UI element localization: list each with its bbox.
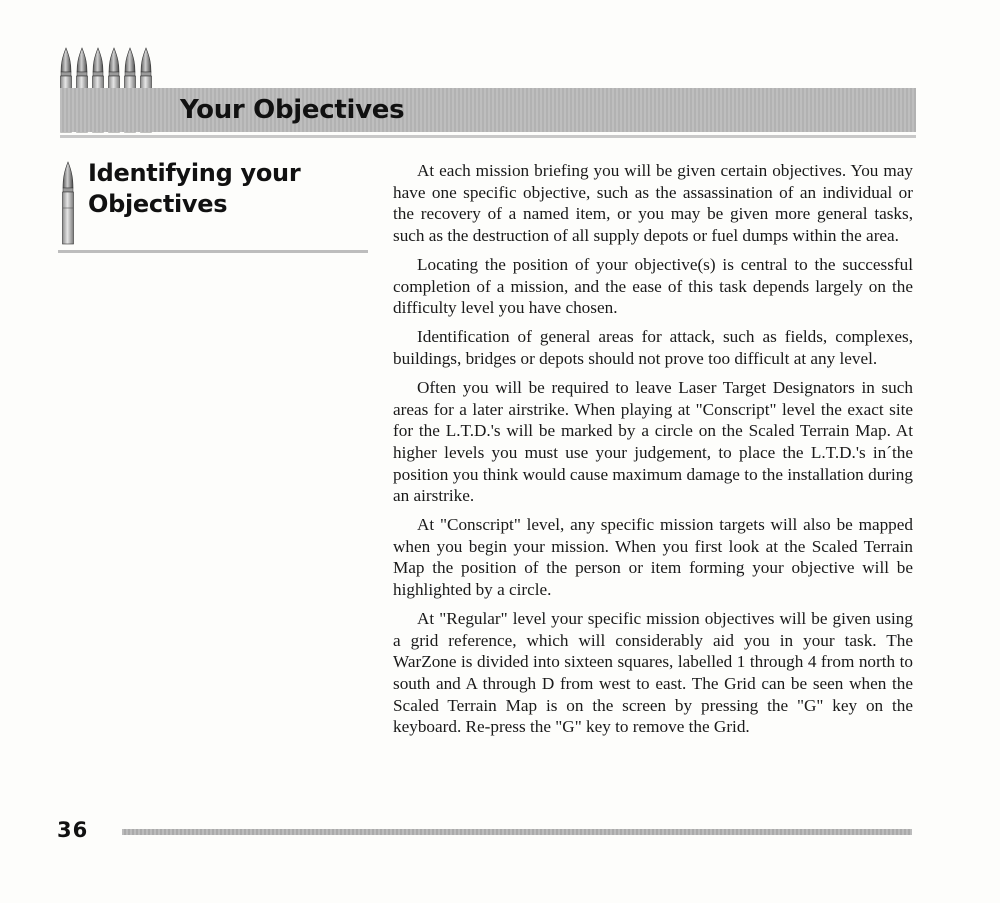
paragraph: At "Regular" level your specific mission objectives will be given using a grid reference, which will considerably aid you in your task. The WarZone is divided into sixteen squares, labelled 1 through 4 from north to south and A through D from west to east. The Grid can be seen when the Scaled Terrain Map is on the screen by pressing the "G" key on the keyboard. Re-press the "G" key to remove the Grid. [393, 609, 913, 737]
section-title-line-1: Identifying your [88, 159, 301, 187]
page-title: Your Objectives [180, 95, 405, 125]
body-text [393, 160, 913, 745]
section-divider [58, 250, 368, 253]
paragraph: Identification of general areas for attack, such as fields, complexes, buildings, bridges or depots should not prove too difficult at any level. [393, 327, 913, 368]
section-title-line-2: Objectives [88, 190, 228, 218]
paragraph: Locating the position of your objective(s) is central to the successful completion of a mission, and the ease of this task depends largely on the difficulty level you have chosen. [393, 254, 913, 318]
bullet-icon [58, 160, 78, 246]
page-number: 36 [57, 818, 89, 842]
paragraph: At "Conscript" level, any specific mission targets will also be mapped when you begin your mission. When you first look at the Scaled Terrain Map the position of the person or item forming your objective will be highlighted by a circle. [393, 515, 913, 600]
paragraph: At each mission briefing you will be given certain objectives. You may have one specific objective, such as the assassination of an individual or the recovery of a named item, or you may be given more general tasks, such as the destruction of all supply depots or fuel dumps within the area. [393, 161, 913, 245]
footer-divider [122, 829, 912, 835]
header-divider [60, 135, 916, 138]
paragraph: Often you will be required to leave Laser Target Designators in such areas for a later airstrike. When playing at "Conscript" level the exact site for the L.T.D.'s will be marked by a circle on the Scaled Terrain Map. At higher levels you must use your judgement, to place the L.T.D.'s in´the position you think would cause maximum damage to the installation during an airstrike. [393, 378, 913, 506]
section-title [88, 158, 358, 220]
